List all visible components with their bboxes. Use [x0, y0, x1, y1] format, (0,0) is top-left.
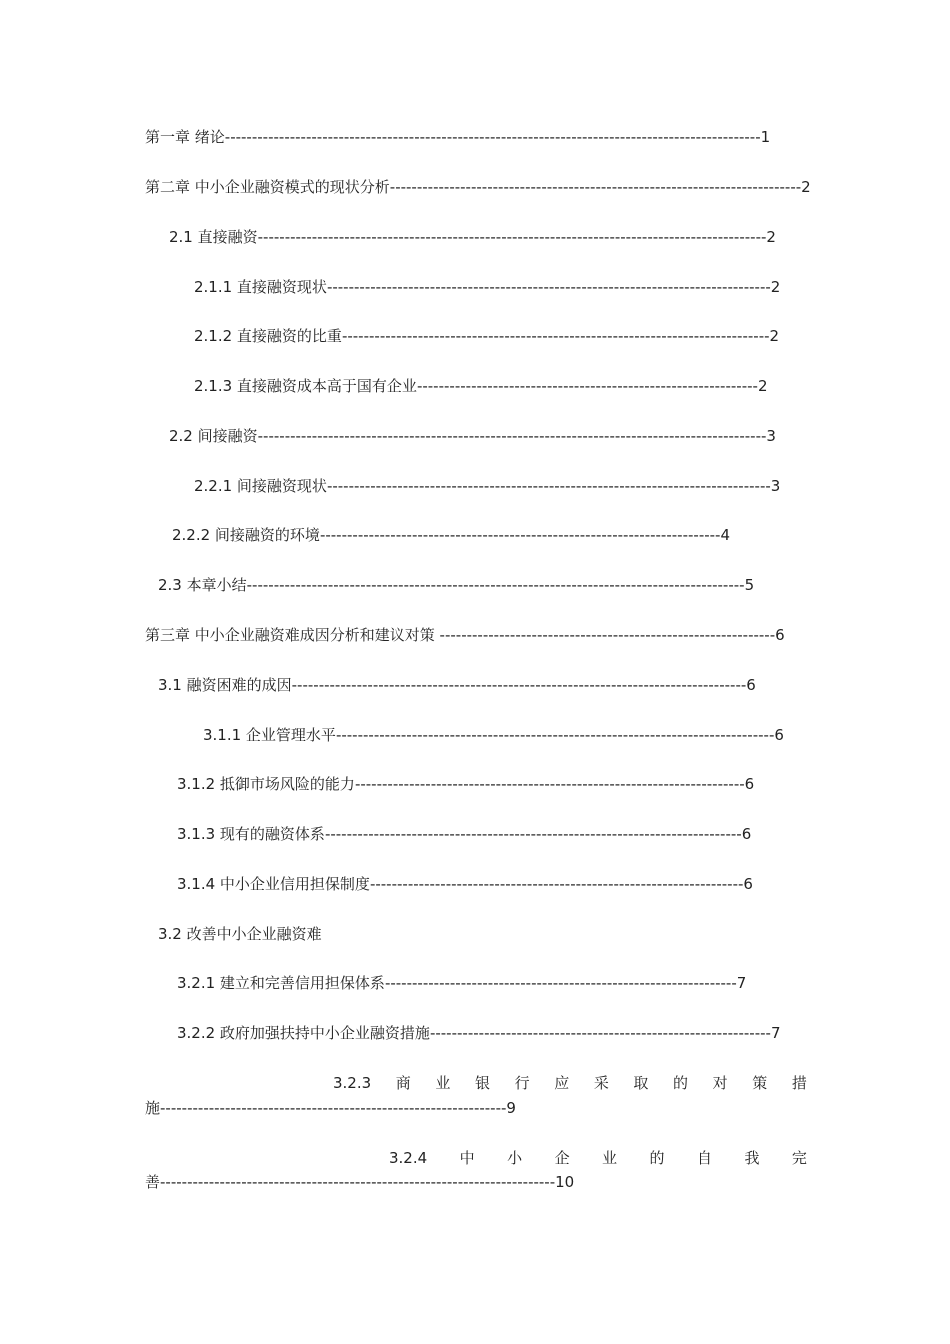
toc-leader: --------------------------------------------------------------	[439, 626, 776, 644]
toc-entry-title: 3.1.2 抵御市场风险的能力	[177, 775, 355, 793]
toc-leader: ----------------------------------------------------------------------------------------------	[257, 427, 767, 445]
toc-entry-2-1-3[interactable]	[194, 376, 767, 396]
toc-entry-word: 小	[507, 1149, 523, 1167]
toc-entry-word: 行	[514, 1074, 530, 1092]
toc-entry-word: 自	[696, 1149, 712, 1167]
toc-leader: ----------------------------------------------------------------------------------	[326, 278, 771, 296]
toc-entry-word: 措	[791, 1074, 807, 1092]
toc-page-number: 6	[744, 775, 755, 793]
toc-entry-word: 完	[791, 1149, 807, 1167]
toc-entry-title: 2.1.2 直接融资的比重	[194, 327, 342, 345]
toc-page-number: 3	[770, 477, 781, 495]
toc-page-number: 6	[775, 626, 785, 644]
toc-entry-3-1-4[interactable]	[177, 874, 753, 894]
toc-page-number: 6	[741, 825, 752, 843]
toc-entry-word: 业	[435, 1074, 451, 1092]
toc-entry-title: 2.1.1 直接融资现状	[194, 278, 327, 296]
toc-entry-word: 采	[593, 1074, 609, 1092]
toc-entry-word: 我	[744, 1149, 760, 1167]
toc-entry-3-2-1[interactable]	[177, 973, 746, 993]
toc-page-number: 6	[746, 676, 756, 694]
toc-entry-title: 3.2.1 建立和完善信用担保体系	[177, 974, 385, 992]
toc-page-number: 6	[743, 875, 753, 893]
toc-page-number: 2	[766, 228, 776, 246]
toc-entry-word: 商	[395, 1074, 411, 1092]
toc-entry-title: 第一章 绪论	[145, 128, 225, 146]
toc-entry-title: 施	[145, 1099, 161, 1117]
toc-entry-word: 企	[554, 1149, 570, 1167]
toc-entry-word: 取	[633, 1074, 649, 1092]
toc-leader: ------------------------------------------------------------------------------------	[291, 676, 747, 694]
toc-leader: ------------------------------------------------------------------------	[354, 775, 745, 793]
toc-entry-2-1-2[interactable]	[194, 326, 779, 346]
toc-entry-2-3[interactable]	[158, 575, 754, 595]
toc-leader: ---------------------------------------------------------------------------------	[335, 726, 775, 744]
toc-entry-3-1-2[interactable]	[177, 774, 754, 794]
toc-leader: -----------------------------------------------------------------	[384, 974, 737, 992]
toc-page-number: 2	[801, 178, 811, 196]
toc-leader: -----------------------------------------------------------------------------	[324, 825, 742, 843]
toc-entry-title: 3.2.2 政府加强扶持中小企业融资措施	[177, 1024, 430, 1042]
toc-entry-3-2[interactable]	[158, 924, 322, 944]
toc-page-number: 9	[506, 1099, 516, 1117]
toc-entry-title: 2.2 间接融资	[169, 427, 258, 445]
toc-entry-title: 第二章 中小企业融资模式的现状分析	[145, 178, 390, 196]
toc-entry-title: 3.1.1 企业管理水平	[203, 726, 336, 744]
toc-entry-3-1-1[interactable]	[203, 725, 784, 745]
toc-entry-title: 2.2.1 间接融资现状	[194, 477, 327, 495]
toc-leader: -------------------------------------------------------------------------------	[341, 327, 770, 345]
toc-leader: ----------------------------------------------------------------------------------------------	[257, 228, 767, 246]
toc-leader: --------------------------------------------------------------------------------------------	[246, 576, 745, 594]
toc-entry-title: 3.1 融资困难的成因	[158, 676, 292, 694]
toc-entry-word: 3.2.3	[333, 1074, 372, 1092]
toc-page-number: 3	[766, 427, 776, 445]
toc-entry-2-2[interactable]	[169, 426, 776, 446]
toc-entry-3-2-3[interactable]	[333, 1073, 807, 1093]
toc-page-number: 2	[770, 278, 781, 296]
toc-entry-word: 的	[649, 1149, 665, 1167]
toc-entry-title: 第三章 中小企业融资难成因分析和建议对策	[145, 626, 440, 644]
toc-page-number: 6	[774, 726, 784, 744]
toc-page-number: 4	[720, 526, 731, 544]
toc-entry-word: 策	[752, 1074, 768, 1092]
toc-leader: ---------------------------------------------------------------	[416, 377, 758, 395]
toc-page-number: 10	[555, 1173, 575, 1191]
toc-leader: ---------------------------------------------------------------	[429, 1024, 771, 1042]
toc-entry-chapter-3[interactable]	[145, 625, 785, 645]
toc-entry-title: 2.3 本章小结	[158, 576, 247, 594]
toc-leader: -------------------------------------------------------------------------	[160, 1173, 556, 1191]
toc-page-number: 5	[744, 576, 755, 594]
toc-entry-title: 3.1.4 中小企业信用担保制度	[177, 875, 370, 893]
toc-entry-word: 应	[554, 1074, 570, 1092]
toc-entry-chapter-1[interactable]	[145, 127, 770, 147]
toc-leader: ----------------------------------------------------------------	[160, 1099, 507, 1117]
toc-entry-3-1[interactable]	[158, 675, 756, 695]
toc-entry-word: 中	[459, 1149, 475, 1167]
toc-entry-2-2-2[interactable]	[172, 525, 730, 545]
toc-entry-3-2-2[interactable]	[177, 1023, 780, 1043]
toc-entry-3-2-4[interactable]	[389, 1148, 807, 1168]
toc-leader: ----------------------------------------------------------------------------	[389, 178, 802, 196]
toc-entry-2-1[interactable]	[169, 227, 776, 247]
toc-page-number: 2	[769, 327, 780, 345]
toc-entry-chapter-2[interactable]	[145, 177, 811, 197]
toc-entry-word: 业	[602, 1149, 618, 1167]
toc-entry-3-1-3[interactable]	[177, 824, 751, 844]
toc-entry-title: 善	[145, 1173, 161, 1191]
toc-entry-title: 3.2 改善中小企业融资难	[158, 925, 322, 943]
toc-page-number: 2	[757, 377, 768, 395]
toc-entry-word: 银	[474, 1074, 490, 1092]
toc-page-number: 7	[770, 1024, 781, 1042]
toc-leader: ---------------------------------------------------------------------------------------------------	[224, 128, 761, 146]
toc-entry-title: 2.1.3 直接融资成本高于国有企业	[194, 377, 417, 395]
toc-entry-title: 2.1 直接融资	[169, 228, 258, 246]
toc-entry-word: 的	[673, 1074, 689, 1092]
toc-entry-title: 3.1.3 现有的融资体系	[177, 825, 325, 843]
toc-entry-3-2-4-continuation[interactable]	[145, 1172, 574, 1192]
toc-page-number: 1	[760, 128, 771, 146]
toc-leader: ---------------------------------------------------------------------	[369, 875, 744, 893]
toc-entry-title: 2.2.2 间接融资的环境	[172, 526, 320, 544]
toc-leader: --------------------------------------------------------------------------	[319, 526, 721, 544]
toc-entry-word: 3.2.4	[389, 1149, 428, 1167]
toc-entry-word: 对	[712, 1074, 728, 1092]
toc-entry-2-2-1[interactable]	[194, 476, 780, 496]
toc-entry-3-2-3-continuation[interactable]	[145, 1098, 516, 1118]
toc-entry-2-1-1[interactable]	[194, 277, 780, 297]
toc-leader: ----------------------------------------------------------------------------------	[326, 477, 771, 495]
toc-page-number: 7	[736, 974, 747, 992]
